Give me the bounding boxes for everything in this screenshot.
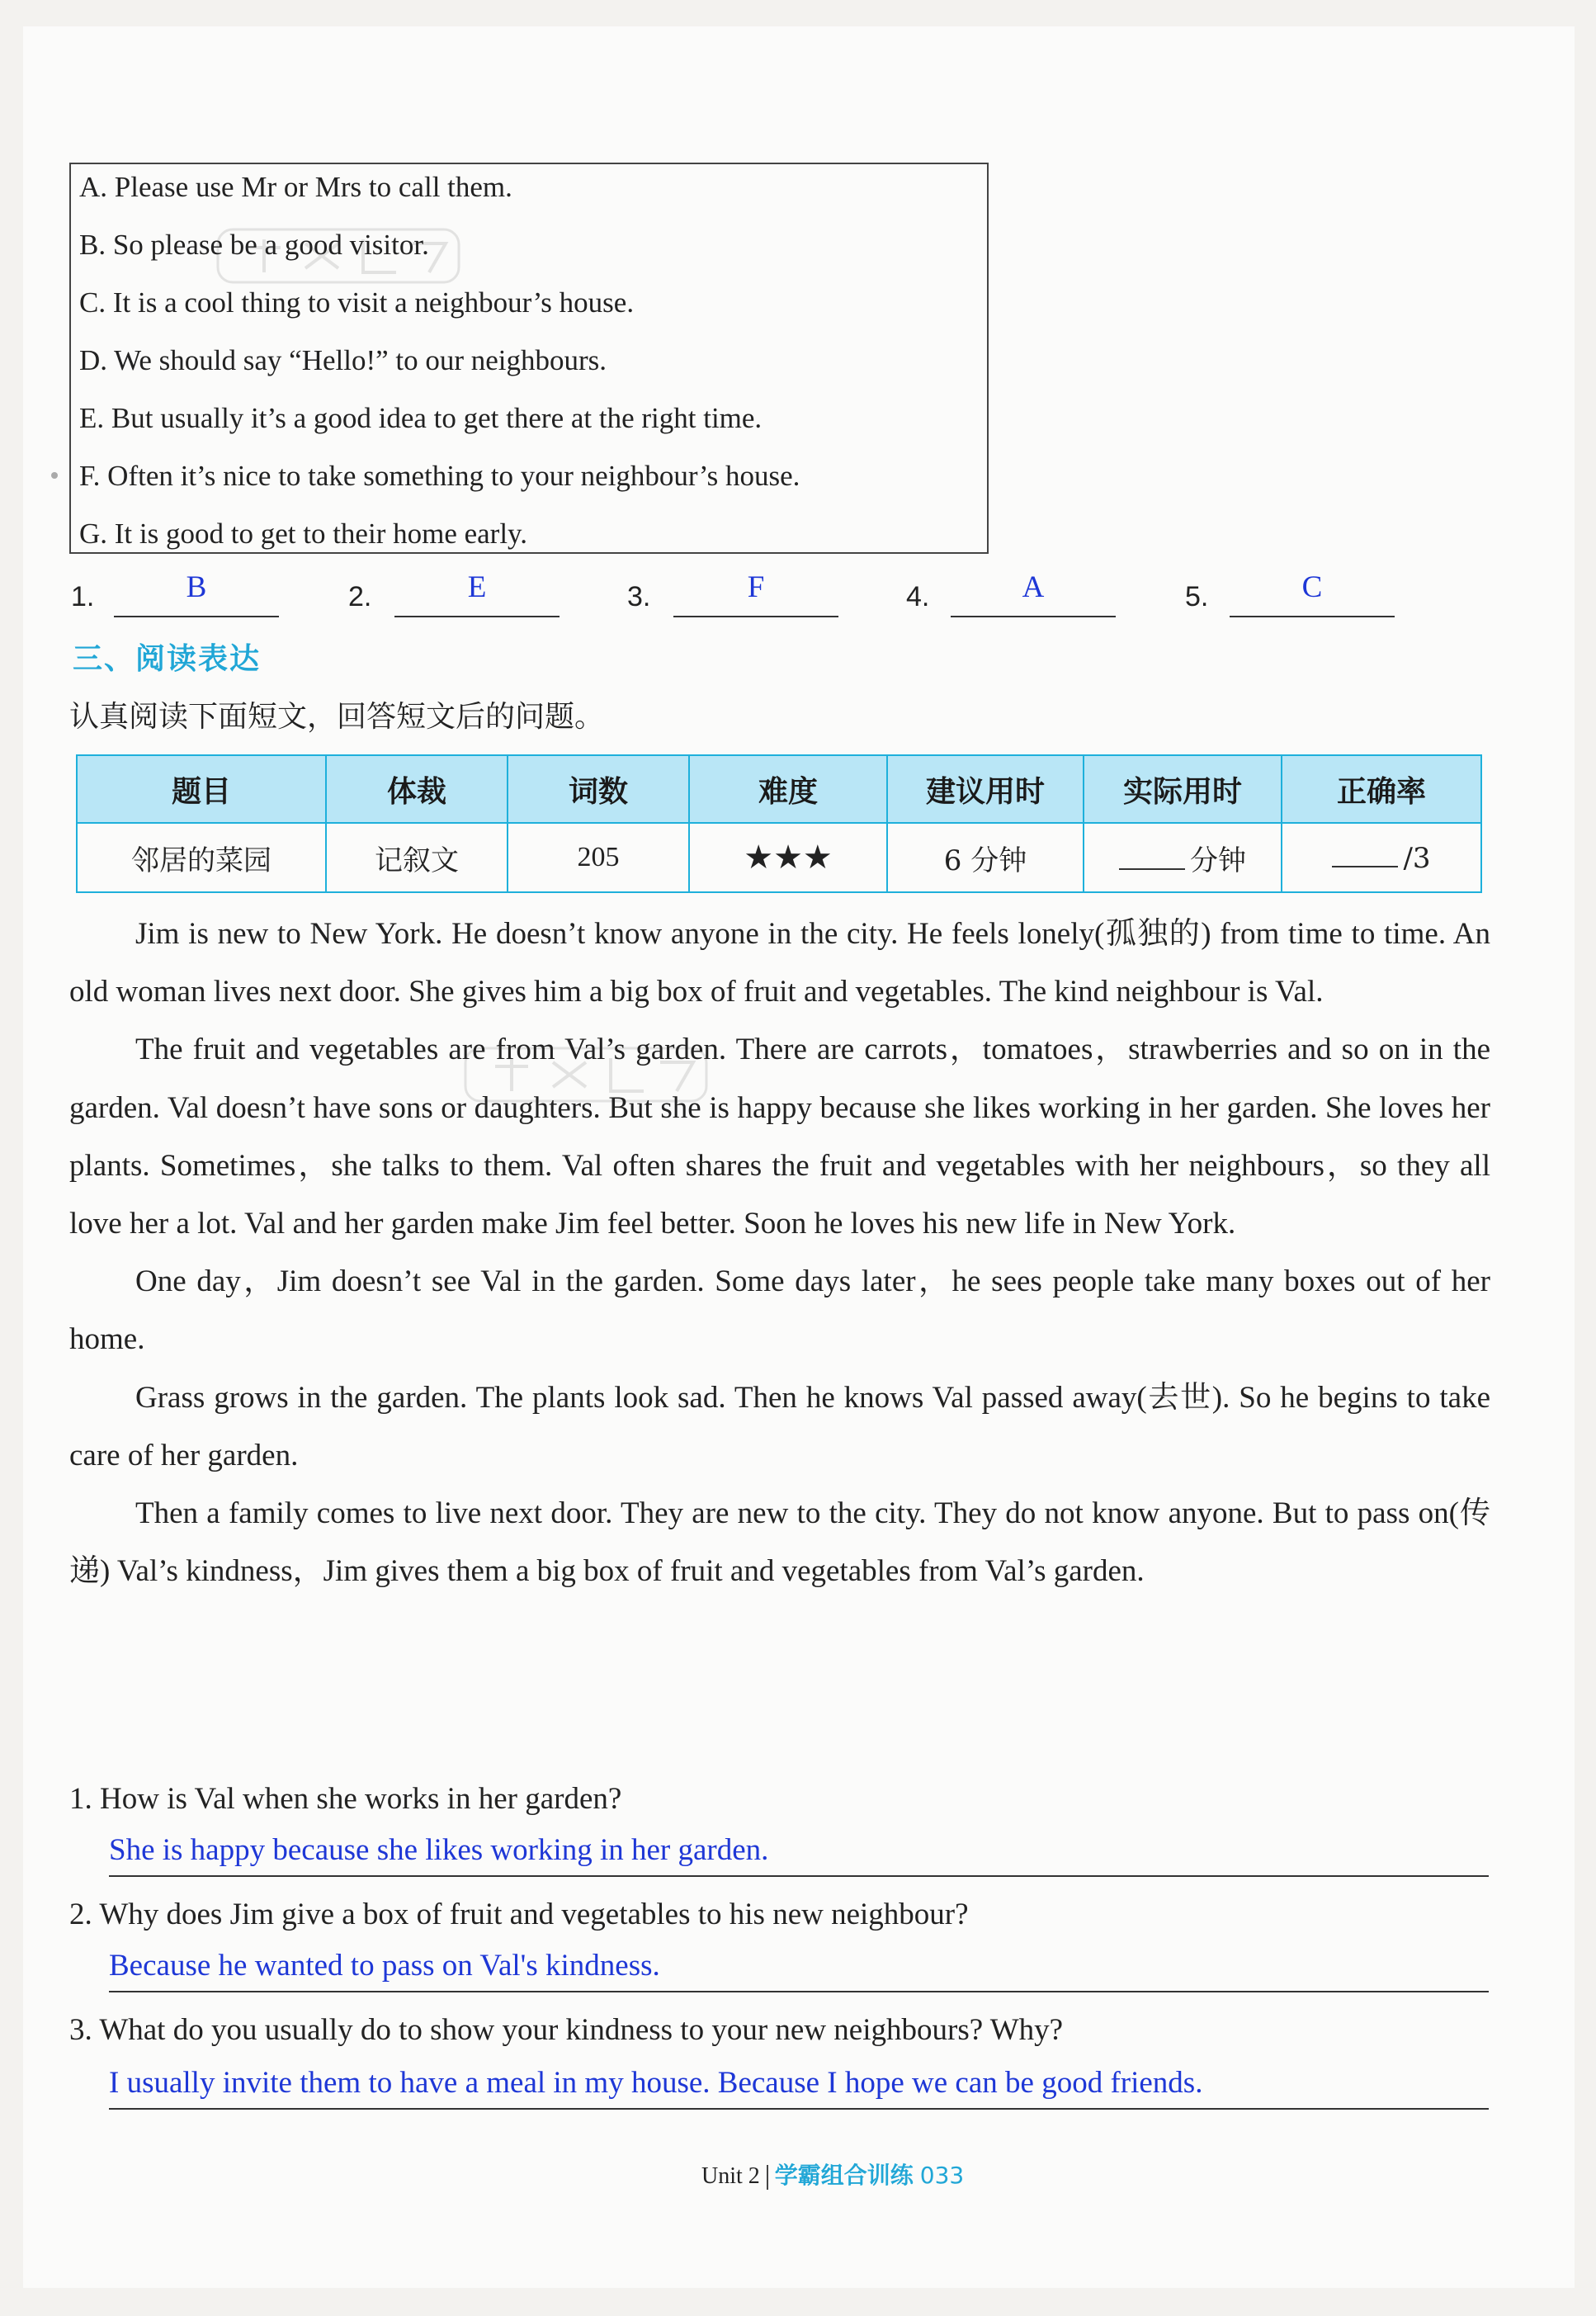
answer-2: Because he wanted to pass on Val's kindness.	[109, 1949, 660, 1983]
footer-unit: Unit 2	[701, 2163, 760, 2189]
page-footer	[701, 2158, 964, 2191]
answer-value: B	[186, 570, 207, 604]
passage-paragraph: Grass grows in the garden. The plants look sad. Then he knows Val passed away(去世). So he begins to take care of her garden.	[69, 1380, 1490, 1472]
passage-paragraph: One day，Jim doesn’t see Val in the garden. Some days later，he sees people take many boxes out of her home.	[69, 1264, 1490, 1357]
cell-suggested-time: 6 分钟	[887, 823, 1084, 892]
answer-number: 5.	[1185, 581, 1209, 612]
table-header: 体裁	[326, 755, 508, 823]
passage-paragraph: Jim is new to New York. He doesn’t know anyone in the city. He feels lonely(孤独的) from time to time. An old woman lives next door. She gives him a big box of fruit and vegetables. The kind neighbour is Val.	[69, 917, 1490, 1009]
table-header: 词数	[508, 755, 689, 823]
answer-line-2	[109, 1991, 1489, 1992]
option-g: G. It is good to get to their home early.	[79, 518, 528, 550]
answer-value: F	[747, 570, 765, 604]
table-header-row	[77, 755, 1481, 823]
answer-blank	[1230, 616, 1395, 617]
cell-accuracy[interactable]	[1282, 823, 1481, 892]
cell-genre: 记叙文	[326, 823, 508, 892]
option-e: E. But usually it’s a good idea to get there at the right time.	[79, 402, 763, 434]
answer-number: 4.	[906, 581, 930, 612]
option-a: A. Please use Mr or Mrs to call them.	[79, 171, 512, 203]
option-c: C. It is a cool thing to visit a neighbour’s house.	[79, 286, 635, 319]
answer-value: C	[1301, 570, 1323, 604]
answer-1: She is happy because she likes working in her garden.	[109, 1833, 769, 1867]
section-title: 三、阅读表达	[73, 642, 262, 676]
answer-blank	[394, 616, 560, 617]
accuracy-total: /3	[1403, 841, 1431, 875]
table-header: 题目	[77, 755, 326, 823]
cell-title: 邻居的菜园	[77, 823, 326, 892]
answer-number: 1.	[71, 581, 95, 612]
table-row	[77, 823, 1481, 892]
question-2: 2. Why does Jim give a box of fruit and vegetables to his new neighbour?	[69, 1898, 969, 1931]
margin-dot	[51, 472, 58, 479]
passage-paragraph: The fruit and vegetables are from Val’s garden. There are carrots，tomatoes，strawberries and so on in the garden. Val doesn’t have sons or daughters. But she is happy because she likes working in her garden. She loves her plants. Sometimes，she talks to them. Val often shares the fruit and vegetables with her neighbours，so they all love her a lot. Val and her garden make Jim feel better. Soon he loves his new life in New York.	[69, 1033, 1490, 1241]
answer-number: 2.	[348, 581, 372, 612]
passage-paragraph: Then a family comes to live next door. They are new to the city. They do not know anyone. But to pass on(传递) Val’s kindness，Jim gives them a big box of fruit and vegetables from Val’s garden.	[69, 1496, 1490, 1589]
answer-line-1	[109, 1875, 1489, 1877]
answer-value: E	[467, 570, 487, 604]
actual-time-blank[interactable]	[1119, 844, 1185, 870]
accuracy-blank[interactable]	[1332, 841, 1398, 867]
footer-divider	[767, 2165, 768, 2190]
reading-passage	[69, 905, 1490, 1600]
table-header: 实际用时	[1084, 755, 1282, 823]
question-3: 3. What do you usually do to show your kindness to your new neighbours? Why?	[69, 2013, 1064, 2047]
option-d: D. We should say “Hello!” to our neighbours.	[79, 344, 607, 376]
option-b: B. So please be a good visitor.	[79, 229, 429, 261]
footer-book-title: 学霸组合训练	[774, 2162, 914, 2189]
actual-time-unit: 分钟	[1190, 844, 1246, 877]
cell-actual-time[interactable]	[1084, 823, 1282, 892]
page-number: 033	[919, 2162, 965, 2189]
table-header: 正确率	[1282, 755, 1481, 823]
answer-blank	[673, 616, 838, 617]
answer-line-3	[109, 2108, 1489, 2110]
instruction-text: 认真阅读下面短文，回答短文后的问题。	[69, 700, 605, 734]
answer-blank	[114, 616, 279, 617]
table-header: 建议用时	[887, 755, 1084, 823]
cell-difficulty: ★★★	[689, 823, 887, 892]
passage-info-table	[76, 754, 1482, 893]
answer-3: I usually invite them to have a meal in my house. Because I hope we can be good friends.	[109, 2066, 1203, 2100]
option-f: F. Often it’s nice to take something to your neighbour’s house.	[79, 460, 800, 492]
options-box	[69, 163, 989, 554]
question-1: 1. How is Val when she works in her garden?	[69, 1782, 622, 1816]
table-header: 难度	[689, 755, 887, 823]
cell-words: 205	[508, 823, 689, 892]
answer-blank	[951, 616, 1116, 617]
answer-value: A	[1022, 570, 1045, 604]
answer-number: 3.	[627, 581, 651, 612]
